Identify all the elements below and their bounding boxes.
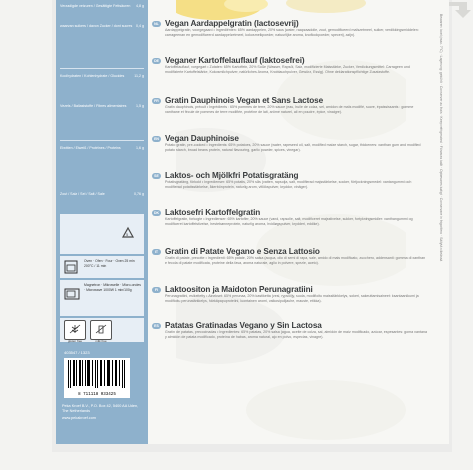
product-title: Gratin Dauphinois Vegan et Sans Lactose (165, 96, 324, 105)
ingredients-text: Perunagratiini, esikeitetty • Ainekset: 65% perunaa, 20% kastiketta (vesi, rypsiöljy, suola, modifioitu maissitärkkelys, sokeri, sakeuttamisaineet: ksantaanikumi ja modifioitu perunatärkkelys, härkäpapuproteiini, luontainen aromi, valkosipulijauhe, mauste, etikka). (165, 294, 419, 303)
lang-block-fi (152, 285, 427, 310)
flag-fi: FI (152, 287, 161, 293)
product-title: Vegan Dauphinoise (165, 134, 239, 143)
nutrition-row: waarvan suikers / davon Zucker / dont sucres 0,4 g (60, 24, 144, 28)
microwave-box (60, 280, 144, 316)
flag-en: EN (152, 136, 161, 142)
ingredients-text: Gratin dauphinois, précuit • Ingrédients : 65% pommes de terre, 20% sauce (eau, huile de colza, sel, amidon de maïs modifié, sucre, épaississants : gomme xanthane et fécule de pommes de terre modifiée, protéine de lait, arôme naturel, ail en poudre, épice, vinaigre). (165, 105, 414, 114)
lang-block-fr (152, 96, 427, 121)
divider (60, 68, 144, 69)
lang-block-nl (152, 19, 427, 44)
nutrition-row: Koolhydraten / Kohlenhydrate / Glucides 11,2 g (60, 74, 144, 78)
product-title: Patatas Gratinadas Vegano y Sin Lactosa (165, 321, 322, 330)
nutrition-row: Vezels / Ballaststoffe / Fibres alimentaires 1,5 g (60, 104, 144, 108)
ingredients-text: Gratin di patate, precotte • Ingredienti: 65% patate, 20% salsa (acqua, olio di semi di rapa, sale, amido di mais modificato, zucchero, addensanti: gomma di xanthan e fecola di patate modificata, proteine della fava, aroma naturale, aglio in polvere, spezie, aceto). (165, 256, 426, 265)
corner-arrow-icon (445, 0, 473, 20)
article-code: 403547 / 1323 (64, 350, 90, 355)
product-package (56, 0, 449, 444)
ingredients-text: Kartoffelgratin, forkogte • Ingredienser: 65% kartofler, 20% sauce (vand, rapsolie, salt, modificeret majsstivelse, sukker, fortykningsmidler: xanthangummi og modificeret kartoffelstivelse, hestebønneprotein, naturlig aroma, hvidløgspulver, krydderi, eddike). (165, 217, 413, 226)
recycle-icon (120, 226, 136, 242)
flag-nl: NL (152, 21, 161, 27)
lang-block-dk (152, 208, 427, 233)
nutrition-row: Eiwitten / Eiweiß / Protéines / Proteins 1,6 g (60, 146, 144, 150)
lang-block-en (152, 134, 427, 159)
ingredients-text: Potatisgratäng, förkokt • Ingredienser: 65% potatis, 20% sås (vatten, rapsolja, salt, modifierad majsstärkelse, socker, förtjockningsmedel: xantangummi och modifierad potatisstärkelse, åkerbönprotein, naturlig arom, vitlökspulver, kryddor, vinäger). (165, 180, 412, 189)
product-title: Veganer Kartoffelauflauf (laktosefrei) (165, 56, 305, 65)
flag-dk: DK (153, 210, 160, 215)
recycle-box (60, 214, 144, 254)
oven-icon (64, 260, 78, 274)
microwave-icon (64, 288, 80, 300)
company-website: www.pekakroef.com (62, 416, 96, 420)
gluten-free-icon (69, 324, 81, 334)
milk-free-badge: milk free (90, 320, 112, 340)
lang-block-se (152, 171, 427, 196)
barcode-digits: 8 711118 033425 (78, 393, 116, 397)
barcode (64, 358, 130, 398)
oven-instructions: Oven · Ofen · Four · Oven 25 min 200°C / 11 min (84, 259, 135, 268)
lang-block-de (152, 56, 427, 81)
storage-side-text: Bewaren: koel (max. 7°C) · Lagerung: gekühlt · Conserver au frais · Keep refrigerated · Förvaras kallt · Opbevares køligt · Conservare in frigorifero · Säilytä viileässä (439, 14, 443, 262)
lang-block-es (152, 321, 427, 346)
product-title: Laktoositon ja Maidoton Perunagratiini (165, 285, 313, 294)
ingredients-text: Kartoffelauflauf, vorgegart • Zutaten: 65% Kartoffeln, 20% Soße (Wasser, Rapsöl, Salz, modifizierte Maisstärke, Zucker, Verdickungsmittel: Carrageen und modifizierte Kartoffelstärke, Kokosmilchpulver, natürliches Aroma, Knoblauchpulver, Gewürz, Essig). Ohne deklarationspflichtige Zusatzstoffe. (165, 65, 410, 74)
microwave-instructions: Magnetron · Mikrowelle · Micro-ondes · Microwave 1000W 1 min/100g (84, 283, 141, 292)
nutrition-row: Verzadigde vetzuren / Gesättigte Fettsäuren 4,8 g (60, 4, 144, 8)
gluten-free-badge: gluten free (64, 320, 86, 340)
divider (60, 140, 144, 141)
flag-de: DE (152, 58, 161, 64)
nutrition-panel (56, 0, 148, 444)
flag-se: SE (152, 173, 161, 179)
flag-es: ES (152, 323, 161, 329)
svg-text:5: 5 (126, 232, 129, 237)
product-title: Gratin di Patate Vegano e Senza Lattosio (165, 247, 320, 256)
lang-block-it (152, 247, 427, 272)
milk-free-icon (95, 324, 107, 334)
product-title: Laktosefri Kartoffelgratin (165, 208, 261, 217)
ingredients-text: Gratín de patatas, precocinadas • Ingredientes: 65% patatas, 20% salsa (agua, aceite de colza, sal, almidón de maíz modificado, azúcar, espesantes: goma xantana y almidón de patata modificado, proteína de habas, aroma natural, ajo en polvo, especias, vinagre). (165, 330, 427, 339)
ingredients-text: Aardappelgratin, voorgegaard • Ingrediënten: 65% aardappelen, 20% saus (water, raapzaadolie, zout, gemodificeerd maïszetmeel, suiker, verdikkingsmiddelen: carrageenan en gemodificeerd aardappelzetmeel, kokosmelkpoeder, natuurlijke aroma, knoflookpoeder, specerij, azijn). (165, 28, 419, 37)
ingredients-text: Potato gratin, pre-cooked • Ingredients: 65% potatoes, 20% sauce (water, rapeseed oil, salt, modified maize starch, sugar, thickeners: xanthan gum and modified potato starch, broad beans protein, natural flavouring, garlic powder, spices, vinegar). (165, 143, 421, 152)
flag-it: IT (152, 249, 161, 255)
oven-box (60, 256, 144, 278)
nutrition-row: Zout / Salz / Sel / Salt / Sale 0,76 g (60, 192, 144, 196)
flag-fr: FR (152, 98, 161, 104)
company-address: Peka Kroef B.V., P.O. Box 42, 5400 AA Uden, The Netherlands (62, 404, 139, 413)
allergen-box (60, 318, 144, 342)
barcode-bars (64, 358, 130, 390)
product-title: Vegan Aardappelgratin (lactosevrij) (165, 19, 299, 28)
product-title: Laktos- och Mjölkfri Potatisgratäng (165, 171, 299, 180)
